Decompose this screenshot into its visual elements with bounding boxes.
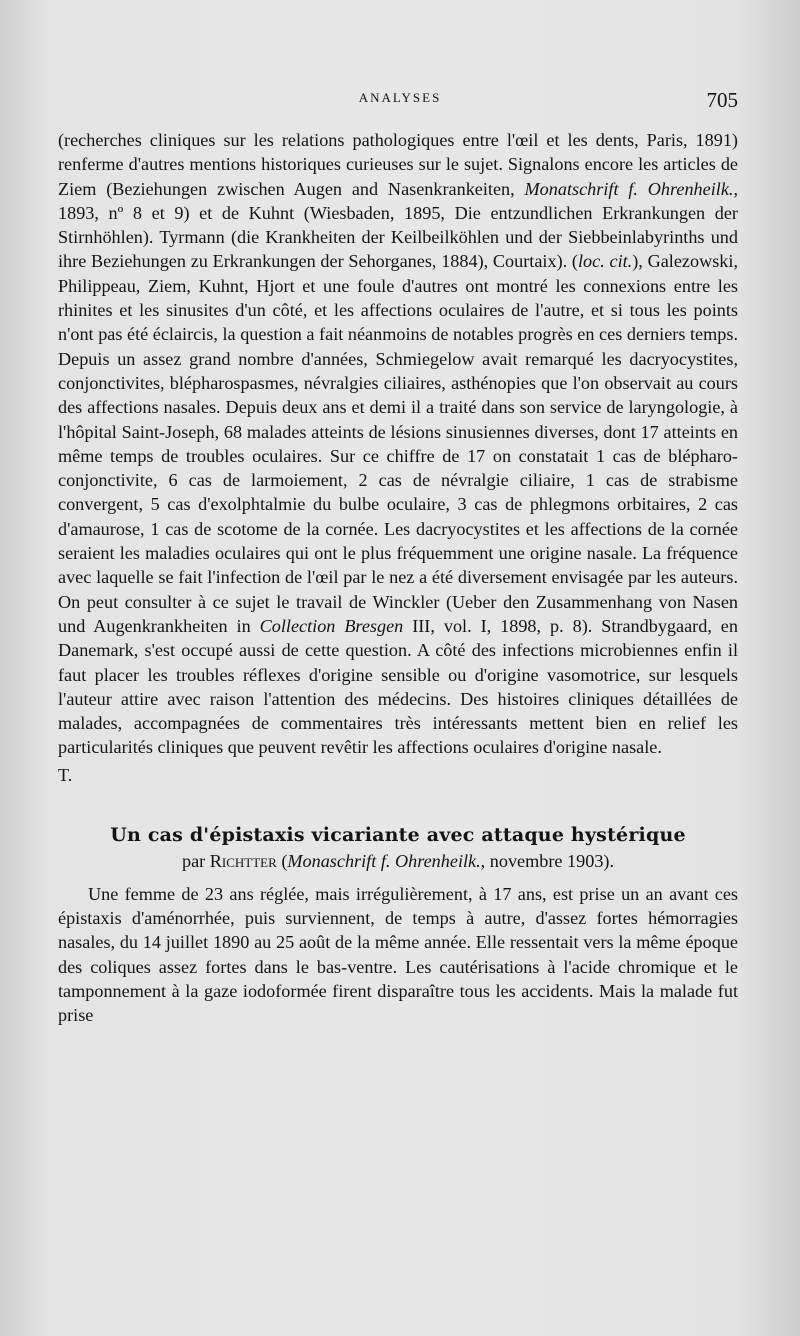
paragraph-text-2: , 1893, nº 8 et 9) et de Kuhnt (Wiesbaden, 1895, Die entzundlichen Erkrankungen der Stirnhöhlen). Tyrmann (die Krankheiten der Keilbeilköhlen und der Siebbeinlabyrinths und ihre Beziehungen zu Erkrankungen der Sehorganes, 1884), Courtaix). ( xyxy=(58,178,738,272)
paragraph-ophthalmic-rhinology xyxy=(58,128,738,760)
body-text xyxy=(58,128,738,1028)
loc-cit: loc. cit. xyxy=(577,251,633,272)
paragraph-text-3: ), Galezowski, Philippeau, Ziem, Kuhnt, Hjort et une foule d'autres ont montré les connexions entre les rhinites et les sinusites d'un côté, et les affections oculaires de l'autre, et si tous les points n'ont pas été éclaircis, la question a fait néanmoins de notables progrès en ces derniers temps. Depuis un assez grand nombre d'années, Schmiegelow avait remarqué les dacryocystites, conjonctivites, blépharospasmes, névralgies ciliaires, asthénopies que l'on observait au cours des affections nasales. Depuis deux ans et demi il a traité dans son service de laryngologie, à l'hôpital Saint-Joseph, 68 malades atteints de lésions sinusiennes diverses, dont 17 atteints en même temps de troubles oculaires. Sur ce chiffre de 17 on constatait 1 cas de blépharo-conjonctivite, 6 cas de larmoiement, 2 cas de névralgie ciliaire, 1 cas de strabisme convergent, 5 cas d'exolphtalmie du bulbe oculaire, 3 cas de phlegmons orbitaires, 2 cas d'amaurose, 1 cas de scotome de la cornée. Les dacryocystites et les affections de la cornée seraient les maladies oculaires qui ont le plus fréquemment une origine nasale. La fréquence avec laquelle se fait l'infection de l'œil par le nez a été diversement envisagée par les auteurs. On peut consulter à ce sujet le travail de Winckler (Ueber den Zusammenhang von Nasen und Augenkrankheiten in xyxy=(58,251,738,636)
byline-prefix: par xyxy=(181,850,210,871)
paragraph-case-report: Une femme de 23 ans réglée, mais irrégulièrement, à 17 ans, est prise un an avant ces épistaxis d'aménorrhée, puis surviennent, de temps à autre, d'assez fortes hémorragies nasales, du 14 juillet 1890 au 25 août de la même année. Elle ressentait vers la même époque des coliques assez fortes dans le bas-ventre. Les cautérisations à l'acide chromique et le tamponnement à la gaze iodoformée firent disparaître tous les accidents. Mais la malade fut prise xyxy=(58,883,738,1026)
byline-rest: , novembre 1903). xyxy=(480,850,615,871)
collection-title: Collection Bresgen xyxy=(259,615,404,636)
byline-journal: Monaschrift f. Ohrenheilk. xyxy=(287,850,481,871)
byline-open: ( xyxy=(276,850,288,871)
section-title: Un cas d'épistaxis vicariante avec attaque hystérique xyxy=(110,823,686,846)
byline-author: Richtter xyxy=(209,850,277,871)
running-head: ANALYSES xyxy=(358,90,442,105)
page-header xyxy=(0,88,800,118)
paragraph-text-4: III, vol. I, 1898, p. 8). Strandbygaard, en Danemark, s'est occupé aussi de cette question. A côté des infections microbiennes enfin il faut placer les troubles réflexes d'origine sensible ou d'origine vasomotrice, sur lesquels l'auteur attire avec raison l'attention des médecins. Des histoires cliniques détaillées de malades, accompagnées de commentaires très intéressants mettent bien en relief les particularités cliniques que peuvent revêtir les affections oculaires d'origine nasale. xyxy=(58,615,738,758)
section-byline xyxy=(58,848,738,874)
page-number: 705 xyxy=(706,88,738,112)
author-signature: T. xyxy=(58,764,73,785)
paragraph-text-1: (recherches cliniques sur les relations pathologiques entre l'œil et les dents, Paris, 1891) renferme d'autres mentions historiques curieuses sur le sujet. Signalons encore les articles de Ziem (Beziehungen zwischen Augen and Nasenkrankeiten, xyxy=(58,130,738,199)
journal-title-monatschrift: Monatschrift f. Ohrenheilk. xyxy=(524,178,734,199)
